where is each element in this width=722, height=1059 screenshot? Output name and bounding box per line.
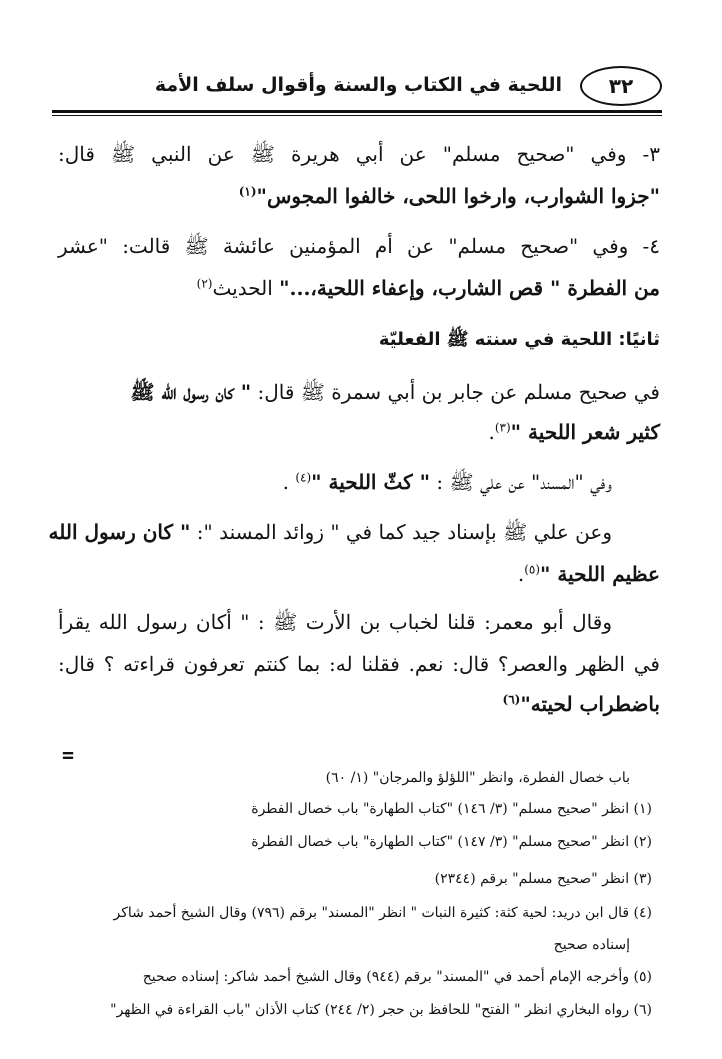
page-header xyxy=(52,62,662,114)
paragraph-5-line-1 xyxy=(58,374,660,410)
paragraph-3-line-1: ٣- وفي "صحيح مسلم" عن أبي هريرة ﷺ عن النبي ﷺ قال: xyxy=(58,142,660,166)
footnote-4: (٤) قال ابن دريد: لحية كثة: كثيرة النبات " انظر "المسند" برقم (٧٩٦) وقال الشيخ أحمد شاكر xyxy=(113,905,652,921)
hadith-quote: "جزوا الشوارب، وارخوا اللحى، خالفوا المجوس" xyxy=(256,184,660,208)
paragraph-8-line-1: وقال أبو معمر: قلنا لخباب بن الأرت ﷺ : " أكان رسول الله يقرأ xyxy=(58,610,612,634)
paragraph-8-line-2: في الظهر والعصر؟ قال: نعم. فقلنا له: بما كنتم تعرفون قراءته ؟ قال: xyxy=(58,652,660,676)
hadith-quote: " كان رسول الله xyxy=(48,520,191,544)
hadith-quote: باضطراب لحيته" xyxy=(520,692,660,716)
paragraph-8-line-3 xyxy=(58,686,660,722)
narration-intro: وفي "المسند" عن علي ﷺ : xyxy=(429,470,612,494)
period: . xyxy=(488,420,495,444)
paragraph-4-line-2 xyxy=(58,270,660,306)
footnote-ref-4: (٤) xyxy=(295,470,312,485)
footnote-5: (٥) وأخرجه الإمام أحمد في "المسند" برقم (٩٤٤) وقال الشيخ أحمد شاكر: إسناده صحيح xyxy=(142,969,652,985)
narration-intro: في صحيح مسلم عن جابر بن أبي سمرة ﷺ قال: xyxy=(251,380,660,404)
footnote-ref-1: (١) xyxy=(238,184,257,199)
paragraph-3-line-2 xyxy=(58,178,660,214)
hadith-quote: من الفطرة " قص الشارب، وإعفاء اللحية،..." xyxy=(279,276,660,300)
hadith-quote: " كان رسول الله ﷺ xyxy=(130,380,252,404)
paragraph-7-line-1 xyxy=(48,514,612,550)
paragraph-5-line-2 xyxy=(58,414,660,450)
page-number: ٣٢ xyxy=(580,66,662,106)
footnote-3: (٣) انظر "صحيح مسلم" برقم (٢٣٤٤) xyxy=(434,871,652,887)
footnote-continuation: باب خصال الفطرة، وانظر "اللؤلؤ والمرجان" (١/ ٦٠) xyxy=(325,770,630,786)
hadith-quote: " كثّ اللحية " xyxy=(311,470,430,494)
hadith-quote: عظيم اللحية " xyxy=(540,562,660,586)
paragraph-7-line-2 xyxy=(58,556,660,592)
footnote-1: (١) انظر "صحيح مسلم" (٣/ ١٤٦) "كتاب الطهارة" باب خصال الفطرة xyxy=(251,801,652,817)
footnote-4-continuation: إسناده صحيح xyxy=(553,937,630,953)
footnote-2: (٢) انظر "صحيح مسلم" (٣/ ١٤٧) "كتاب الطهارة" باب خصال الفطرة xyxy=(251,834,652,850)
header-rule xyxy=(52,110,662,116)
footnote-ref-6: (٦) xyxy=(502,692,521,707)
footnote-ref-3: (٣) xyxy=(494,420,511,435)
footnote-6: (٦) رواه البخاري انظر " الفتح" للحافظ بن حجر (٢/ ٢٤٤) كتاب الأذان "باب القراءة في الظهر" xyxy=(110,1002,652,1018)
footnote-ref-5: (٥) xyxy=(524,562,541,577)
period: . xyxy=(282,470,296,494)
footnote-ref-2: (٢) xyxy=(196,276,213,291)
paragraph-6 xyxy=(58,464,612,500)
hadith-quote: كثير شعر اللحية " xyxy=(510,420,660,444)
narration-intro: وعن علي ﷺ بإسناد جيد كما في " زوائد المسند ": xyxy=(190,520,612,544)
period: . xyxy=(517,562,525,586)
paragraph-4-line-1: ٤- وفي "صحيح مسلم" عن أم المؤمنين عائشة ﷺ قالت: "عشر xyxy=(58,234,660,258)
footnote-separator: = xyxy=(62,743,75,767)
hadith-word: الحديث xyxy=(212,276,280,300)
running-title: اللحية في الكتاب والسنة وأقوال سلف الأمة xyxy=(154,74,562,96)
section-heading: ثانيًا: اللحية في سنته ﷺ الفعليّة xyxy=(378,329,660,350)
